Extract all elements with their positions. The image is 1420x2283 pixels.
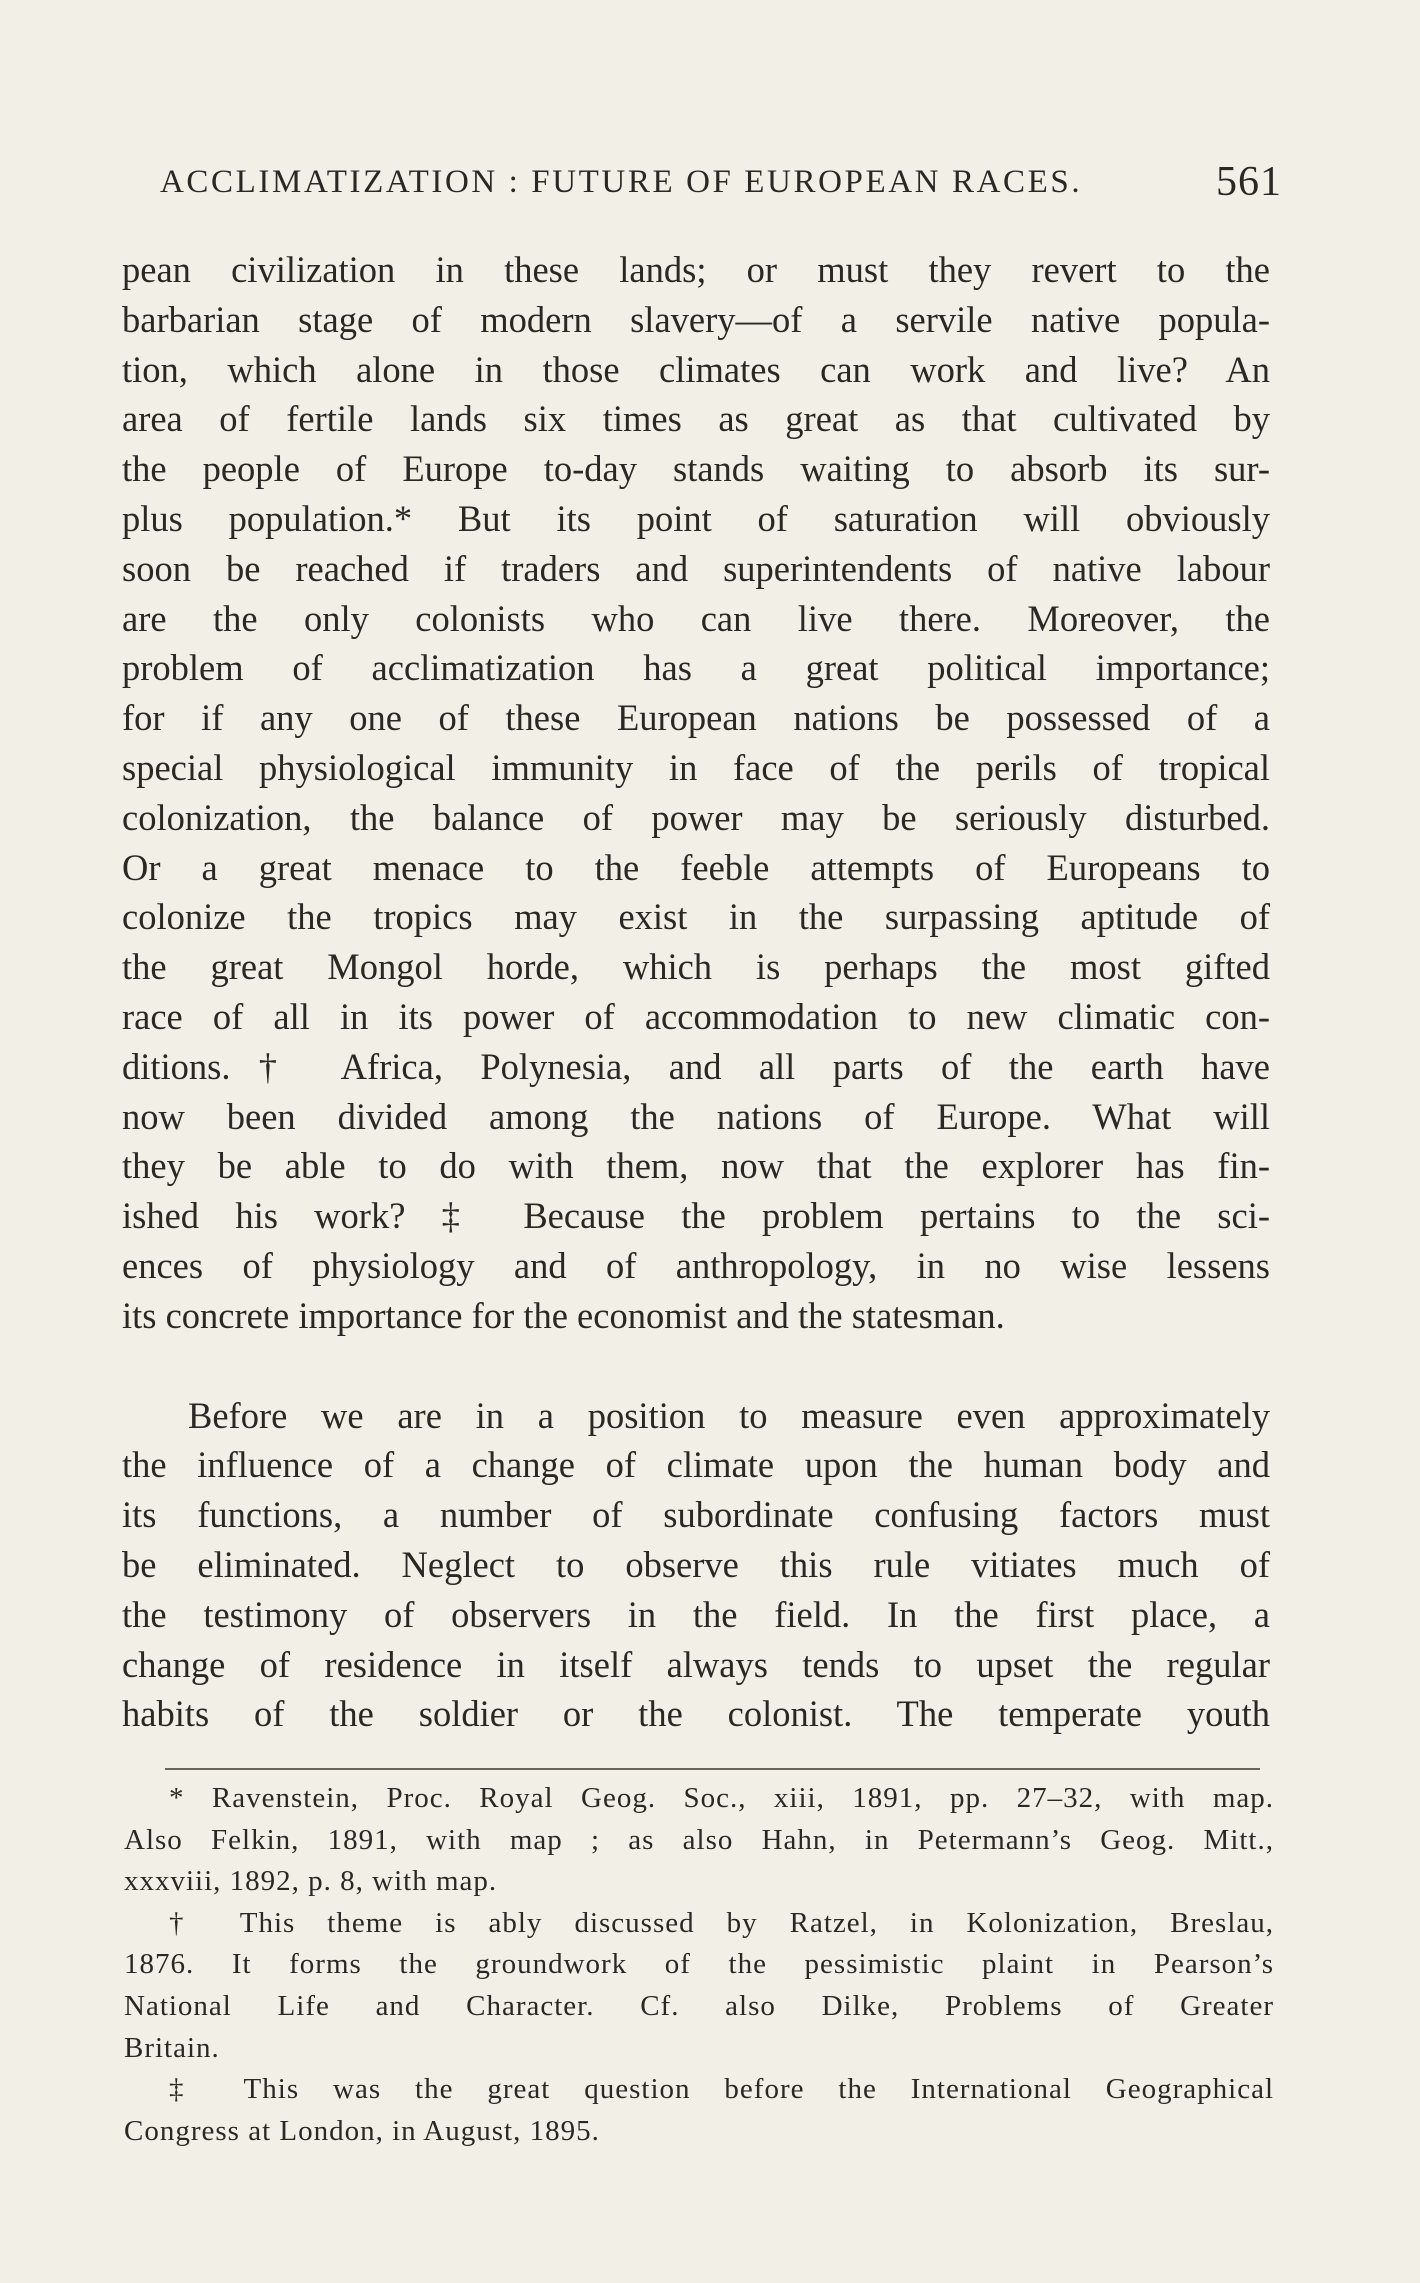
text-line: Or a great menace to the feeble attempts of Europeans to — [122, 846, 1270, 888]
footnote-line: Britain. — [124, 2031, 220, 2064]
text-line: problem of acclimatization has a great political importance; — [122, 647, 1270, 689]
footnote-line: † This theme is ably discussed by Ratzel, in Kolonization, Breslau, — [169, 1906, 1274, 1939]
text-line: Before we are in a position to measure even approximately — [188, 1394, 1270, 1436]
footnote-line: ‡ This was the great question before the International Geographical — [169, 2073, 1274, 2106]
footnote-3 — [124, 2069, 1274, 2152]
text-line: special physiological immunity in face of the perils of tropical — [122, 746, 1270, 788]
text-line: ished his work? ‡ Because the problem pertains to the sci- — [122, 1195, 1270, 1237]
text-line: its functions, a number of subordinate confusing factors must — [122, 1494, 1270, 1536]
text-line: its concrete importance for the economist and the statesman. — [122, 1294, 1005, 1336]
footnote-1 — [124, 1778, 1274, 1903]
text-line: ditions.† Africa, Polynesia, and all parts of the earth have — [122, 1045, 1270, 1087]
text-line: colonize the tropics may exist in the surpassing aptitude of — [122, 896, 1270, 938]
footnote-line: Congress at London, in August, 1895. — [124, 2114, 600, 2147]
footnote-line: xxxviii, 1892, p. 8, with map. — [124, 1865, 498, 1898]
text-line: soon be reached if traders and superintendents of native labour — [122, 547, 1270, 589]
paragraph-2 — [122, 1391, 1270, 1740]
text-line: plus population.* But its point of saturation will obviously — [122, 497, 1270, 539]
text-line: colonization, the balance of power may be seriously disturbed. — [122, 796, 1270, 838]
text-line: area of fertile lands six times as great as that cultivated by — [122, 398, 1270, 440]
footnote-line: Also Felkin, 1891, with map ; as also Hahn, in Petermann’s Geog. Mitt., — [124, 1823, 1274, 1856]
text-line: be eliminated. Neglect to observe this rule vitiates much of — [122, 1543, 1270, 1585]
footnote-line: * Ravenstein, Proc. Royal Geog. Soc., xiii, 1891, pp. 27–32, with map. — [169, 1782, 1274, 1814]
running-head — [152, 158, 1282, 208]
paragraph-gap — [122, 1341, 1270, 1391]
page-number: 561 — [1216, 159, 1282, 205]
text-line: for if any one of these European nations be possessed of a — [122, 697, 1270, 739]
body-text — [122, 245, 1270, 1739]
text-line: pean civilization in these lands; or must they revert to the — [122, 249, 1270, 290]
text-line: tion, which alone in those climates can work and live? An — [122, 348, 1270, 390]
text-line: are the only colonists who can live there. Moreover, the — [122, 597, 1270, 639]
running-title: ACCLIMATIZATION : FUTURE OF EUROPEAN RACES. — [160, 164, 1083, 200]
text-line: the people of Europe to-day stands waiting to absorb its sur- — [122, 448, 1270, 490]
text-line: now been divided among the nations of Europe. What will — [122, 1095, 1270, 1137]
footnote-rule — [165, 1768, 1260, 1770]
text-line: they be able to do with them, now that the explorer has fin- — [122, 1145, 1270, 1187]
footnote-2 — [124, 1903, 1274, 2069]
text-line: race of all in its power of accommodation to new climatic con- — [122, 995, 1270, 1037]
text-line: habits of the soldier or the colonist. The temperate youth — [122, 1693, 1270, 1735]
text-line: change of residence in itself always tends to upset the regular — [122, 1643, 1270, 1685]
footnotes — [124, 1778, 1274, 2152]
text-line: the great Mongol horde, which is perhaps the most gifted — [122, 946, 1270, 988]
text-line: ences of physiology and of anthropology, in no wise lessens — [122, 1244, 1270, 1286]
footnote-line: National Life and Character. Cf. also Dilke, Problems of Greater — [124, 1989, 1274, 2022]
footnote-line: 1876. It forms the groundwork of the pessimistic plaint in Pearson’s — [124, 1948, 1274, 1981]
paragraph-1 — [122, 245, 1270, 1341]
text-line: the testimony of observers in the field. In the first place, a — [122, 1593, 1270, 1635]
text-line: barbarian stage of modern slavery—of a servile native popula- — [122, 298, 1270, 340]
text-line: the influence of a change of climate upon the human body and — [122, 1444, 1270, 1486]
